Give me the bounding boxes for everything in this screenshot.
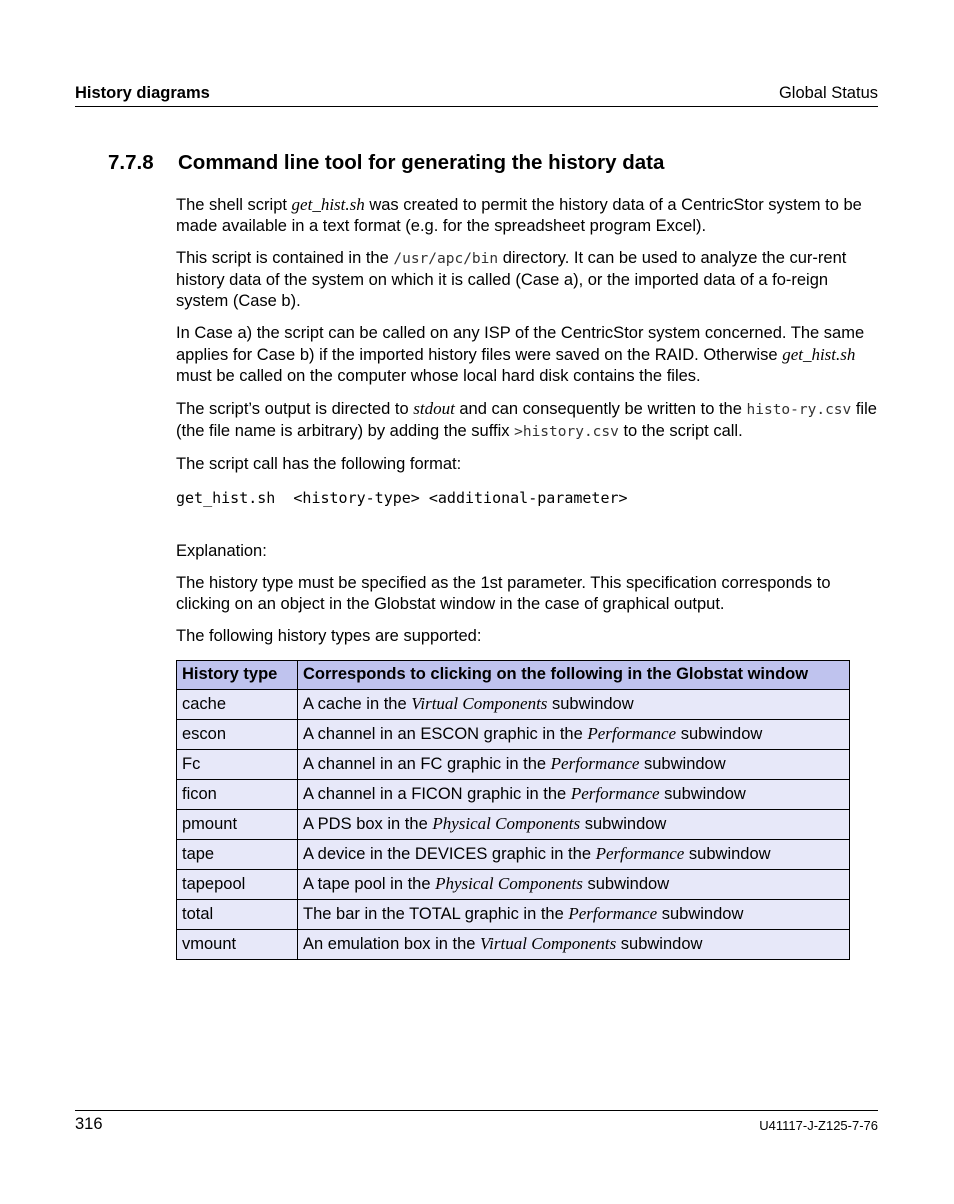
paragraph-output bbox=[176, 398, 881, 443]
description-cell bbox=[298, 780, 850, 810]
text: A channel in an ESCON graphic in the bbox=[303, 725, 588, 743]
paragraph-cases bbox=[176, 323, 881, 387]
text: A tape pool in the bbox=[303, 875, 436, 893]
text: directory. It can be used to analyze the cur-rent history data of the system on which it is called (Case a), or the imported data of a fo-reign system (Case b). bbox=[176, 249, 847, 310]
text: A device in the DEVICES graphic in the bbox=[303, 845, 596, 863]
page-number: 316 bbox=[75, 1115, 103, 1133]
text: and can consequently be written to the bbox=[454, 400, 747, 418]
history-type-cell: ficon bbox=[177, 780, 298, 810]
history-type-cell: vmount bbox=[177, 930, 298, 960]
history-type-cell: total bbox=[177, 900, 298, 930]
text: subwindow bbox=[676, 725, 763, 743]
subwindow-name: Physical Components bbox=[432, 814, 581, 833]
paragraph-location bbox=[176, 248, 881, 312]
table-row bbox=[177, 840, 850, 870]
output-suffix: >history.csv bbox=[514, 424, 619, 440]
text: The shell script bbox=[176, 196, 292, 214]
text: to the script call. bbox=[618, 422, 743, 440]
table-row bbox=[177, 720, 850, 750]
page-footer bbox=[75, 1110, 878, 1141]
document-id: U41117-J-Z125-7-76 bbox=[759, 1118, 878, 1133]
table-row bbox=[177, 900, 850, 930]
table-header-row bbox=[177, 661, 850, 690]
text: The script’s output is directed to bbox=[176, 400, 414, 418]
text: subwindow bbox=[547, 695, 634, 713]
table-row bbox=[177, 810, 850, 840]
history-type-cell: cache bbox=[177, 690, 298, 720]
header-chapter-title: History diagrams bbox=[75, 84, 210, 102]
description-cell bbox=[298, 840, 850, 870]
column-header-corresponds: Corresponds to clicking on the following in the Globstat window bbox=[298, 661, 850, 690]
history-type-cell: Fc bbox=[177, 750, 298, 780]
text: An emulation box in the bbox=[303, 935, 481, 953]
output-file-name: histo-ry.csv bbox=[746, 402, 852, 418]
paragraph-format: The script call has the following format: bbox=[176, 455, 462, 473]
page-header bbox=[75, 84, 878, 107]
description-cell bbox=[298, 900, 850, 930]
text: The bar in the TOTAL graphic in the bbox=[303, 905, 569, 923]
header-section-title: Global Status bbox=[778, 84, 878, 102]
text: A channel in an FC graphic in the bbox=[303, 755, 551, 773]
text: In Case a) the script can be called on any ISP of the CentricStor system concerned. The same applies for Case b) if the imported history files were saved on the RAID. Otherwise bbox=[176, 324, 865, 364]
directory-path: /usr/apc/bin bbox=[393, 251, 499, 267]
text: subwindow bbox=[659, 785, 746, 803]
subwindow-name: Physical Components bbox=[435, 874, 583, 893]
description-cell bbox=[298, 930, 850, 960]
table-row bbox=[177, 750, 850, 780]
script-name: get_hist.sh bbox=[291, 195, 365, 214]
history-types-table bbox=[176, 660, 850, 960]
text: must be called on the computer whose local hard disk contains the files. bbox=[176, 367, 701, 385]
subwindow-name: Performance bbox=[550, 754, 640, 773]
text: A cache in the bbox=[303, 695, 412, 713]
paragraph-explanation-label: Explanation: bbox=[176, 542, 267, 560]
description-cell bbox=[298, 750, 850, 780]
table-row bbox=[177, 930, 850, 960]
table-row bbox=[177, 780, 850, 810]
text: file (the file name is arbitrary) by adding the suffix bbox=[176, 400, 877, 440]
text: subwindow bbox=[616, 935, 703, 953]
table-row bbox=[177, 870, 850, 900]
text: was created to permit the history data of a CentricStor system to be made available in a text format (e.g. for the spreadsheet program Excel). bbox=[176, 196, 862, 235]
subwindow-name: Performance bbox=[570, 784, 660, 803]
text: subwindow bbox=[580, 815, 667, 833]
description-cell bbox=[298, 720, 850, 750]
subwindow-name: Virtual Components bbox=[411, 694, 548, 713]
text: subwindow bbox=[582, 875, 670, 893]
body-content bbox=[176, 194, 881, 960]
history-type-cell: escon bbox=[177, 720, 298, 750]
history-type-cell: tapepool bbox=[177, 870, 298, 900]
history-type-cell: pmount bbox=[177, 810, 298, 840]
text: subwindow bbox=[657, 905, 744, 923]
section-heading bbox=[108, 151, 664, 175]
paragraph-intro bbox=[176, 194, 881, 237]
subwindow-name: Performance bbox=[568, 904, 658, 923]
command-syntax: get_hist.sh <history-type> <additional-parameter> bbox=[176, 489, 628, 507]
description-cell bbox=[298, 870, 850, 900]
text: A PDS box in the bbox=[303, 815, 433, 833]
subwindow-name: Performance bbox=[595, 844, 685, 863]
section-title: Command line tool for generating the history data bbox=[178, 151, 665, 174]
paragraph-supported-types: The following history types are supported: bbox=[176, 627, 482, 645]
subwindow-name: Performance bbox=[587, 724, 677, 743]
stdout-term: stdout bbox=[413, 399, 455, 418]
text: A channel in a FICON graphic in the bbox=[303, 785, 571, 803]
section-number: 7.7.8 bbox=[108, 151, 154, 174]
script-name: get_hist.sh bbox=[782, 345, 856, 364]
subwindow-name: Virtual Components bbox=[480, 934, 617, 953]
description-cell bbox=[298, 810, 850, 840]
history-type-cell: tape bbox=[177, 840, 298, 870]
table-row bbox=[177, 690, 850, 720]
text: subwindow bbox=[684, 845, 771, 863]
text: subwindow bbox=[639, 755, 726, 773]
text: This script is contained in the bbox=[176, 249, 394, 267]
paragraph-explanation: The history type must be specified as the 1st parameter. This specification corresponds to clicking on an object in the Globstat window in the case of graphical output. bbox=[176, 574, 831, 613]
column-header-history-type: History type bbox=[177, 661, 298, 690]
description-cell bbox=[298, 690, 850, 720]
